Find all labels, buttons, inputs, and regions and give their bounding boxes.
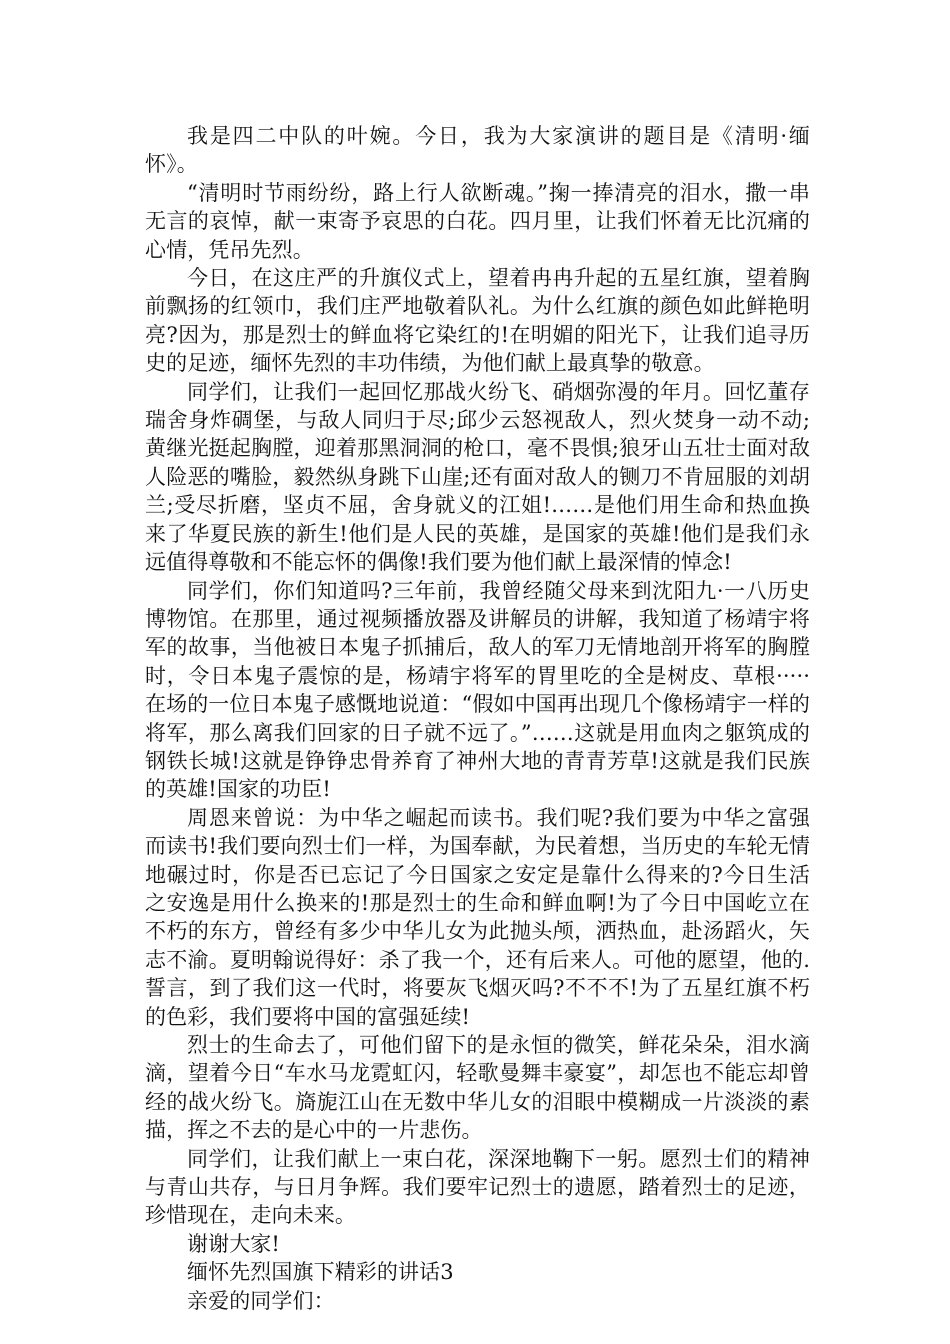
paragraph-flag-ceremony: 今日，在这庄严的升旗仪式上，望着冉冉升起的五星红旗，望着胸前飘扬的红领巾，我们庄严地敬着队礼。为什么红旗的颜色如此鲜艳明亮?因为，那是烈士的鲜血将它染红的!在明媚的阳光下，让我们追寻历史的足迹，缅怀先烈的丰功伟绩，为他们献上最真挚的敬意。 xyxy=(145,266,810,376)
paragraph-white-flowers: 同学们，让我们献上一束白花，深深地鞠下一躬。愿烈士们的精神与青山共存，与日月争辉。我们要牢记烈士的遗愿，踏着烈士的足迹，珍惜现在，走向未来。 xyxy=(145,1146,810,1228)
document-body xyxy=(145,122,810,1315)
paragraph-heroes: 同学们，让我们一起回忆那战火纷飞、硝烟弥漫的年月。回忆董存瑞舍身炸碉堡，与敌人同归于尽;邱少云怒视敌人，烈火焚身一动不动;黄继光挺起胸膛，迎着那黑洞洞的枪口，毫不畏惧;狼牙山五壮士面对敌人险恶的嘴脸，毅然纵身跳下山崖;还有面对敌人的铡刀不肯屈服的刘胡兰;受尽折磨，坚贞不屈，舍身就义的江姐!……是他们用生命和热血换来了华夏民族的新生!他们是人民的英雄，是国家的英雄!他们是我们永远值得尊敬和不能忘怀的偶像!我们要为他们献上最深情的悼念! xyxy=(145,379,810,575)
closing-thanks: 谢谢大家! xyxy=(187,1231,280,1256)
paragraph-zhou-enlai: 周恩来曾说：为中华之崛起而读书。我们呢?我们要为中华之富强而读书!我们要向烈士们一样，为国奉献，为民着想，当历史的车轮无情地碾过时，你是否已忘记了今日国家之安定是靠什么得来的?今日生活之安逸是用什么换来的!那是烈士的生命和鲜血啊!为了今日中国屹立在不朽的东方，曾经有多少中华儿女为此抛头颅，洒热血，赴汤蹈火，矢志不渝。夏明翰说得好：杀了我一个，还有后来人。可他的愿望，他的.誓言，到了我们这一代时，将要灰飞烟灭吗?不不不!为了五星红旗不朽的色彩，我们要将中国的富强延续! xyxy=(145,805,810,1029)
paragraph-martyrs-smile: 烈士的生命去了，可他们留下的是永恒的微笑，鲜花朵朵，泪水滴滴，望着今日“车水马龙霓虹闪，轻歌曼舞丰豪宴”，却怎也不能忘却曾经的战火纷飞。旖旎江山在无数中华儿女的泪眼中模糊成一片淡淡的素描，挥之不去的是心中的一片悲伤。 xyxy=(145,1033,810,1143)
paragraph-poem: “清明时节雨纷纷，路上行人欲断魂。”掬一捧清亮的泪水，撒一串无言的哀悼，献一束寄予哀思的白花。四月里，让我们怀着无比沉痛的心情，凭吊先烈。 xyxy=(145,180,810,262)
paragraph-museum: 同学们，你们知道吗?三年前，我曾经随父母来到沈阳九·一八历史博物馆。在那里，通过视频播放器及讲解员的讲解，我知道了杨靖宇将军的故事，当他被日本鬼子抓捕后，敌人的军刀无情地剖开将军的胸膛时，令日本鬼子震惊的是，杨靖宇将军的胃里吃的全是树皮、草根·····在场的一位日本鬼子感慨地说道：“假如中国再出现几个像杨靖宇一样的将军，那么离我们回家的日子就不远了。”……这就是用血肉之躯筑成的钢铁长城!这就是铮铮忠骨养育了神州大地的青青芳草!这就是我们民族的英雄!国家的功臣! xyxy=(145,578,810,802)
paragraph-intro: 我是四二中队的叶婉。今日，我为大家演讲的题目是《清明·缅怀》。 xyxy=(145,124,810,177)
next-speech-title: 缅怀先烈国旗下精彩的讲话3 xyxy=(187,1260,454,1285)
salutation: 亲爱的同学们： xyxy=(187,1288,335,1313)
